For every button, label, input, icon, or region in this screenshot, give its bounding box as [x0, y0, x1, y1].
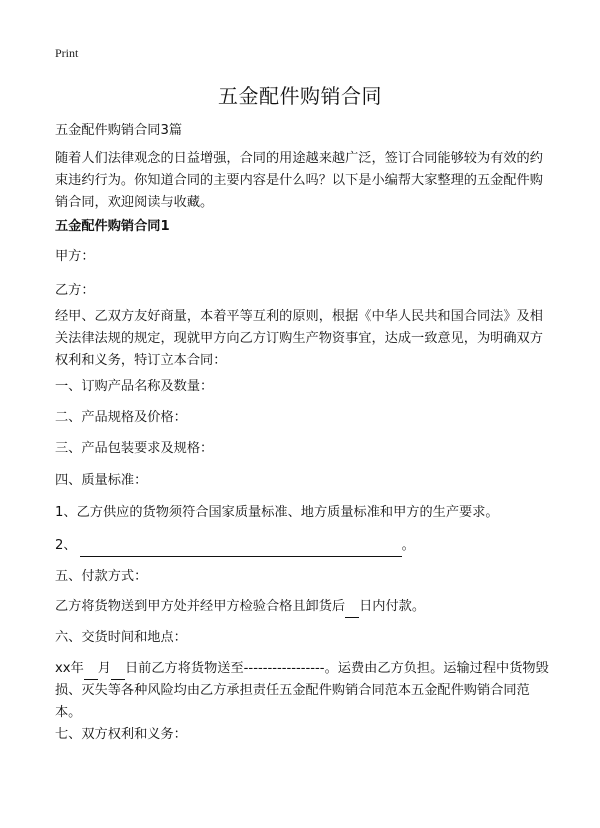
clause-5-heading: 五、付款方式：	[55, 569, 148, 584]
fill-in-blank	[111, 665, 125, 680]
preamble-paragraph: 经甲、乙双方友好商量，本着平等互利的原则，根据《中华人民共和国合同法》及相关法律法规的规定，现就甲方向乙方订购生产物资事宜，达成一致意见，为明确双方权利和义务，特订立本合同：	[55, 309, 543, 368]
clause-6-text-b: 月	[97, 661, 111, 676]
clause-3-heading: 三、产品包装要求及规格：	[55, 441, 214, 456]
document-subtitle: 五金配件购销合同3篇	[55, 123, 183, 138]
clause-5-text	[55, 596, 555, 618]
fill-in-blank	[345, 603, 359, 618]
clause-6-text-a: xx年	[55, 661, 84, 676]
clause-5-text-a: 乙方将货物送到甲方处并经甲方检验合格且卸货后	[55, 599, 346, 614]
clause-4-heading: 四、质量标准：	[55, 473, 148, 488]
fill-in-blank	[84, 665, 98, 680]
clause-5-text-b: 日内付款。	[359, 599, 426, 614]
clause-4-item-1: 1、乙方供应的货物须符合国家质量标准、地方质量标准和甲方的生产要求。	[55, 505, 499, 520]
section-heading: 五金配件购销合同1	[55, 219, 170, 234]
clause-4-item-2-prefix: 2、	[55, 538, 77, 553]
clause-4-item-2-suffix: 。	[401, 538, 415, 553]
print-link[interactable]: Print	[55, 46, 79, 60]
intro-paragraph: 随着人们法律观念的日益增强，合同的用途越来越广泛，签订合同能够较为有效的约束违约行为。你知道合同的主要内容是什么吗？以下是小编帮大家整理的五金配件购销合同，欢迎阅读与收藏。	[55, 151, 543, 210]
clause-6-text-c: 日前乙方将货物送至-----------------。运费由乙方负担。运输过程中货物毁损、灭失等各种风险均由乙方承担责任五金配件购销合同范本五金配件购销合同范本。	[55, 661, 549, 720]
clause-2-heading: 二、产品规格及价格：	[55, 410, 187, 425]
clause-1-heading: 一、订购产品名称及数量：	[55, 379, 214, 394]
clause-7-heading: 七、双方权利和义务：	[55, 727, 187, 742]
party-a-label: 甲方：	[55, 249, 95, 264]
clause-4-item-2	[55, 535, 555, 557]
clause-6-text	[55, 658, 555, 724]
party-b-label: 乙方：	[55, 283, 95, 298]
page-title: 五金配件购销合同	[218, 84, 382, 108]
fill-in-blank	[80, 542, 402, 557]
clause-6-heading: 六、交货时间和地点：	[55, 630, 187, 645]
